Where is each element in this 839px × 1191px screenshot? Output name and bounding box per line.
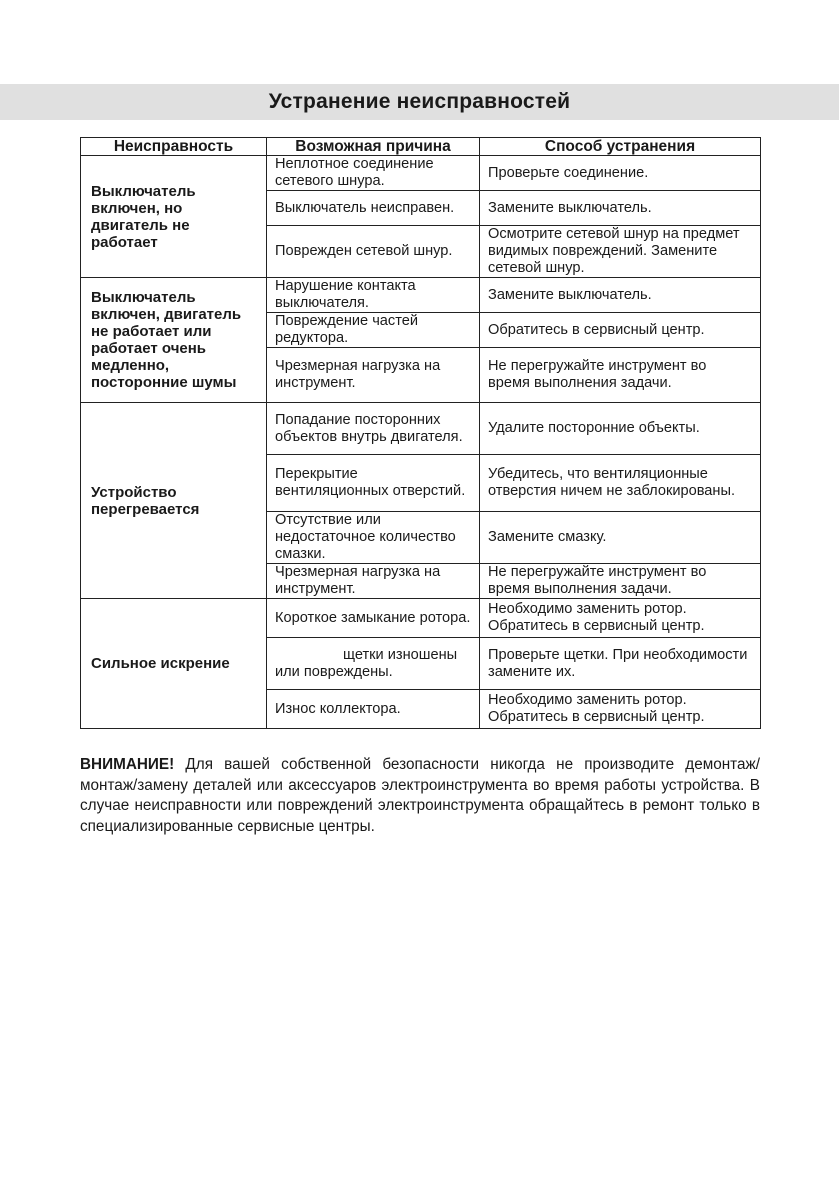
header-cause: Возможная причина bbox=[267, 138, 480, 156]
fix-cell: Не перегружайте инструмент во время выполнения задачи. bbox=[480, 564, 761, 599]
fault-cell: Выключатель включен, двигатель не работает или работает очень медленно, посторонние шумы bbox=[81, 278, 267, 403]
cause-cell: Чрезмерная нагрузка на инструмент. bbox=[267, 564, 480, 599]
table-header-row bbox=[81, 138, 761, 156]
warning-label: ВНИМАНИЕ! bbox=[80, 756, 175, 773]
warning-text: Для вашей собственной безопасности никогда не производите демонтаж/монтаж/замену деталей или аксессуаров электроинструмента во время работы устройства. В случае неисправности или повреждений электроинструмента обращайтесь в ремонт только в специализированные сервисные центры. bbox=[80, 756, 760, 835]
cause-cell: Неплотное соединение сетевого шнура. bbox=[267, 156, 480, 191]
fix-cell: Не перегружайте инструмент во время выполнения задачи. bbox=[480, 348, 761, 403]
fix-cell: Замените смазку. bbox=[480, 512, 761, 564]
fix-cell: Необходимо заменить ротор. Обратитесь в сервисный центр. bbox=[480, 599, 761, 638]
header-fix: Способ устранения bbox=[480, 138, 761, 156]
fault-cell: Выключатель включен, но двигатель не работает bbox=[81, 156, 267, 278]
fix-cell: Замените выключатель. bbox=[480, 278, 761, 313]
fix-cell: Удалите посторонние объекты. bbox=[480, 403, 761, 455]
section-title-bar bbox=[0, 84, 839, 120]
cause-cell: Короткое замыкание ротора. bbox=[267, 599, 480, 638]
fix-cell: Проверьте щетки. При необходимости замените их. bbox=[480, 638, 761, 690]
header-fault: Неисправность bbox=[81, 138, 267, 156]
cause-cell: Нарушение контакта выключателя. bbox=[267, 278, 480, 313]
page-title: Устранение неисправностей bbox=[268, 90, 571, 113]
table-row bbox=[81, 403, 761, 455]
table-row bbox=[81, 156, 761, 191]
fix-cell: Обратитесь в сервисный центр. bbox=[480, 313, 761, 348]
fault-cell: Сильное искрение bbox=[81, 599, 267, 729]
cause-cell: Перекрытие вентиляционных отверстий. bbox=[267, 455, 480, 512]
fix-cell: Осмотрите сетевой шнур на предмет видимых повреждений. Замените сетевой шнур. bbox=[480, 226, 761, 278]
table-row bbox=[81, 599, 761, 638]
cause-cell: Попадание посторонних объектов внутрь двигателя. bbox=[267, 403, 480, 455]
table-row bbox=[81, 278, 761, 313]
fix-cell: Убедитесь, что вентиляционные отверстия ничем не заблокированы. bbox=[480, 455, 761, 512]
cause-cell: щетки изношены или повреждены. bbox=[267, 638, 480, 690]
cause-cell: Износ коллектора. bbox=[267, 690, 480, 729]
troubleshooting-table bbox=[80, 137, 761, 729]
fault-cell: Устройство перегревается bbox=[81, 403, 267, 599]
cause-cell: Выключатель неисправен. bbox=[267, 191, 480, 226]
cause-cell: Поврежден сетевой шнур. bbox=[267, 226, 480, 278]
warning-paragraph bbox=[80, 755, 760, 837]
cause-cell: Повреждение частей редуктора. bbox=[267, 313, 480, 348]
fix-cell: Проверьте соединение. bbox=[480, 156, 761, 191]
cause-cell: Чрезмерная нагрузка на инструмент. bbox=[267, 348, 480, 403]
fix-cell: Замените выключатель. bbox=[480, 191, 761, 226]
cause-cell: Отсутствие или недостаточное количество смазки. bbox=[267, 512, 480, 564]
fix-cell: Необходимо заменить ротор. Обратитесь в сервисный центр. bbox=[480, 690, 761, 729]
